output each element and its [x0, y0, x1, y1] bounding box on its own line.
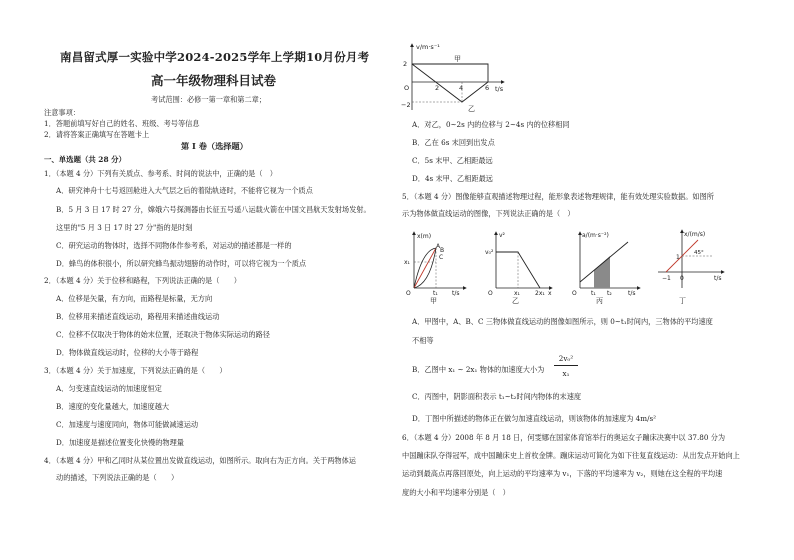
q5g2-xtick: x₁ — [514, 290, 520, 297]
q5g4-angle: 45° — [694, 250, 704, 256]
q5g3-name: 丙 — [596, 297, 603, 305]
q5g3-xtick: t₂ — [607, 290, 612, 297]
q3-stem: 3．（本题 4 分）关于加速度，下列说法正确的是（ ） — [44, 366, 227, 375]
q1-option-b-cont: 这里的"5 月 3 日 17 时 27 分"指的是时刻 — [56, 223, 193, 232]
q6-stem-cont: 度的大小和平均速率分别是（ ） — [402, 488, 510, 497]
exam-title: 高一年级物理科目试卷 — [151, 73, 277, 88]
q2-option-b: B．位移用来描述直线运动，路程用来描述曲线运动 — [56, 312, 220, 321]
q5-option-a: A．甲图中，A、B、C 三物体做直线运动的图像如图所示，则 0~t₁时间内，三物体的平均速度 — [412, 317, 713, 326]
q4-option-b: B．乙在 6s 末回到出发点 — [412, 138, 495, 147]
q5g3-ylabel: a/(m·s⁻²) — [582, 232, 609, 239]
q6-stem: 6．（本题 4 分）2008 年 8 月 18 日，何雯娜在国家体育馆举行的奥运女子蹦床决赛中以 37.80 分为 — [402, 433, 726, 442]
q2-option-a: A．位移是矢量，有方向，而路程是标量，无方向 — [56, 294, 213, 303]
q1-option-a: A．研究神舟十七号返回舱进入大气层之后的着陆轨迹时，不能将它视为一个质点 — [56, 186, 313, 195]
q5g2-xlabel: x — [548, 290, 552, 297]
q4-line-yi — [412, 64, 488, 102]
volume-title: 第 I 卷（选择题） — [181, 141, 248, 151]
q5g4-xtick: 0 — [680, 275, 684, 282]
q4-ylabel: v/m·s⁻¹ — [416, 43, 440, 51]
q5g2-ytick: v₀² — [485, 249, 494, 256]
q4-label-yi: 乙 — [468, 105, 475, 113]
q3-option-a: A．匀变速直线运动的加速度恒定 — [56, 384, 162, 393]
q6-stem-cont: 运动到最高点再落回原处，向上运动的平均速率为 v₁，下落的平均速率为 v₂，则她在这全程的平均速 — [402, 469, 723, 478]
q3-option-d: D．加速度是描述位置变化快慢的物理量 — [56, 438, 184, 447]
q1-option-c: C．研究运动的物体时，选择不同物体作参考系，对运动的描述都是一样的 — [56, 241, 292, 250]
q5g1-ylabel: x(m) — [417, 233, 432, 240]
q5g2-name: 乙 — [512, 297, 519, 305]
q5g1-label-a: A — [436, 243, 441, 250]
q3-option-b: B．速度的变化量越大，加速度越大 — [56, 402, 170, 411]
q4-vt-graph — [400, 40, 510, 115]
exam-scope: 考试范围：必修一第一章和第二章； — [151, 95, 267, 104]
q5-option-a-cont: 不相等 — [412, 336, 434, 345]
q5-option-b: B．乙图中 x₁ ~ 2x₁ 物体的加速度大小为 — [412, 365, 545, 374]
q5-option-b-numerator: 2v₀² — [558, 354, 574, 363]
q5-option-d: D．丁图中所描述的物体正在做匀加速直线运动，则该物体的加速度为 4m/s² — [412, 414, 657, 423]
q5g4-xlabel: t/s — [714, 275, 722, 282]
q4-ytick: 2 — [403, 60, 408, 68]
q5-graph-yi — [484, 226, 556, 306]
q5g4-ytick: 1 — [676, 254, 680, 261]
q5g1-name: 甲 — [430, 297, 437, 305]
q5-option-b-denominator: x₁ — [562, 369, 570, 378]
q1-stem: 1．（本题 4 分）下列有关质点、参考系、时间的说法中，正确的是（ ） — [44, 169, 277, 178]
fraction-bar — [554, 365, 578, 366]
q6-stem-cont: 中国蹦床队夺得冠军，成中国蹦床史上首枚金牌。蹦床运动可简化为如下往复直线运动：从出发点开始向上 — [402, 451, 740, 460]
q4-origin: O — [404, 84, 410, 92]
q4-xtick: 2 — [435, 84, 440, 92]
q5g2-ylabel: v² — [499, 232, 505, 239]
q5g1-label-b: B — [440, 247, 445, 254]
q5g4-ylabel: x/(m/s) — [684, 231, 706, 238]
q5g4-name: 丁 — [679, 297, 686, 305]
q2-stem: 2．（本题 4 分）关于位移和路程，下列说法正确的是（ ） — [44, 276, 241, 285]
q5g1-xlabel: t/s — [452, 290, 460, 297]
q5g3-shaded-area — [594, 256, 610, 288]
school-title: 南昌留式厚一实验中学2024-2025学年上学期10月份月考 — [60, 50, 370, 64]
note-item: 1．答题前填写好自己的姓名、班级、考号等信息 — [44, 119, 200, 128]
q5-graph-ding — [652, 226, 728, 306]
q5-graph-jia — [400, 226, 470, 306]
q4-label-jia: 甲 — [454, 55, 461, 63]
q5g1-ytick: x₁ — [404, 259, 410, 266]
q5g3-xtick: t₁ — [591, 290, 596, 297]
note-item: 2．请将答案正确填写在答题卡上 — [44, 130, 150, 139]
q4-xtick: 4 — [459, 84, 464, 92]
q5g2-origin: O — [488, 290, 493, 297]
q5g2-xtick: 2x₁ — [535, 290, 545, 297]
q5g3-origin: O — [572, 290, 577, 297]
section-title: 一、单选题（共 28 分） — [44, 155, 126, 164]
q5g1-label-c: C — [439, 254, 444, 261]
q5-option-c: C．丙图中，阴影面积表示 t₁~t₂时间内物体的末速度 — [412, 392, 582, 401]
q5g1-curve-b — [414, 248, 436, 288]
q3-option-c: C．加速度与速度同向，物体可能做减速运动 — [56, 420, 199, 429]
q5-stem-cont: 示为物体做直线运动的图像，下列说法正确的是（ ） — [402, 209, 575, 218]
q1-option-b: B．5 月 3 日 17 时 27 分，嫦娥六号探测器由长征五号遥八运载火箭在中国文昌航天发射场发射。 — [56, 205, 371, 214]
q5-stem: 5．（本题 4 分）图像能够直观描述物理过程，能形象表述物理规律，能有效处理实验数据。如图所 — [402, 192, 714, 201]
q4-option-d: D．4s 末甲、乙相距最远 — [412, 174, 493, 183]
q5g4-xtick: −1 — [662, 275, 671, 282]
q5-graph-bing — [568, 226, 644, 306]
q1-option-d: D．蜂鸟的体积很小，所以研究蜂鸟振动翅膀的动作时，可以将它视为一个质点 — [56, 259, 307, 268]
q4-stem-cont: 动的描述，下列说法正确的是（ ） — [56, 473, 179, 482]
q4-option-c: C．5s 末甲、乙相距最远 — [412, 156, 493, 165]
q5g3-xlabel: t/s — [628, 290, 636, 297]
q5g1-origin: O — [406, 290, 411, 297]
q4-xlabel: t/s — [495, 85, 504, 93]
q5g1-xtick: t₁ — [433, 290, 438, 297]
q4-xtick: 6 — [485, 84, 490, 92]
notes-title: 注意事项： — [44, 108, 80, 117]
q4-stem: 4．（本题 4 分）甲和乙同时从某位置出发做直线运动，如图所示。取向右为正方向。关于两物体运 — [44, 456, 356, 465]
q4-option-a: A．对乙，0~2s 内的位移与 2~4s 内的位移相同 — [412, 120, 570, 129]
q2-option-d: D．物体做直线运动时，位移的大小等于路程 — [56, 348, 199, 357]
q2-option-c: C．位移不仅取决于物体的始末位置，还取决于物体实际运动的路径 — [56, 330, 270, 339]
q4-ytick: −2 — [401, 101, 411, 109]
